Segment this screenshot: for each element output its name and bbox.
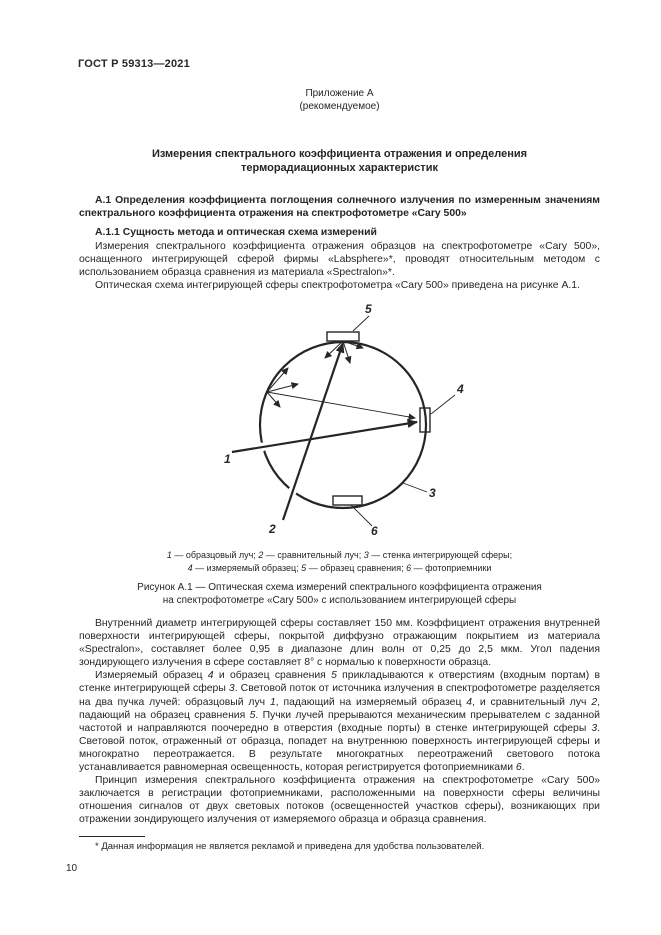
leader-line-3 [403,483,427,492]
figure-label-6: 6 [371,524,378,538]
body-text [66,617,600,875]
figure-caption-line1: Рисунок А.1 — Оптическая схема измерений спектрального коэффициента отражения [137,582,542,593]
body-paragraph-3: Принцип измерения спектрального коэффициента отражения на спектрофотометре «Cary 500» заключается в регистрации фотоприемниками, расположенными на поверхности сферы величины отношения сигналов от двух световых потоков (освещенностей участков сферы), возникающих при отражении зондирующего излучения от измеряемого образца и образца сравнения. [79,775,600,826]
appendix-title-line1: Измерения спектрального коэффициента отражения и определения [151,148,528,160]
footnote-text: * Данная информация не является рекламой и приведена для удобства пользователей. [95,840,485,852]
appendix-title-line2: терморадиационных характеристик [241,161,438,174]
appendix-label: Приложение А [305,88,374,99]
doc-code: ГОСТ Р 59313—2021 [78,58,190,70]
wall-reflection-to-sample-arrow [267,392,415,418]
leader-line-6 [351,505,372,526]
figure-legend [79,549,600,575]
figure-caption-line2: на спектрофотометре «Cary 500» с использованием интегрирующей сферы [162,595,517,606]
figure-caption [79,581,600,607]
intro-paragraphs [79,240,600,292]
appendix-note: (рекомендуемое) [299,101,380,112]
intro-paragraph-2: Оптическая схема интегрирующей сферы спектрофотометра «Cary 500» приведена на рисунке А.1. [95,280,580,292]
figure-label-4: 4 [457,382,464,396]
figure-label-2: 2 [269,522,276,536]
body-paragraph-1: Внутренний диаметр интегрирующей сферы составляет 150 мм. Коэффициент отражения внутренней поверхности интегрирующей сферы, покрытой диффузно отражающим покрытием из материала «Spectralon», составляет более 0,95 в диапазоне длин волн от 0,25 до 2,5 мкм. Угол падения зондирующего излучения в сфере составляет 8° с нормалью к поверхности образца. [79,618,600,669]
body-paragraph-2: Измеряемый образец 4 и образец сравнения 5 прикладываются к отверстиям (входным портам) в стенке интегрирующей сферы 3. Световой поток от источника излучения в спектрофотометре разделяется на два пучка лучей: образцовый луч 1, падающий на измеряемый образец 4, и сравнительный луч 2, падающий на образец сравнения 5. Пучки лучей прерываются механическим прерывателем с заданной частотой и направляются поочередно в отверстия (входные порты) в стенке интегрирующей сферы 3. Световой поток, отраженный от образца, попадет на внутреннюю поверхность интегрирующей сферы и многократно переотражается. В результате многократных переотражений светового потока устанавливается равномерная освещенность, которая регистрируется фотоприемниками 6. [79,670,600,774]
leader-line-5 [353,316,369,331]
scatter-arrow [343,341,350,363]
footnote-rule [79,836,145,837]
reference-sample-port [327,332,359,341]
figure-label-3: 3 [429,486,436,500]
scatter-arrow [267,384,298,392]
intro-paragraph-1: Измерения спектрального коэффициента отражения образцов на спектрофотометре «Cary 500», оснащенного интегрирующей сферой фирмы «Labsphere»*, проводят относительным методом с использованием образца сравнения из материала «Spectralon»*. [79,241,600,279]
figure-legend-line2: 4 — измеряемый образец; 5 — образец сравнения; 6 — фотоприемники [187,563,492,573]
appendix-block [79,87,600,113]
reference-beam-arrow [283,343,343,520]
leader-line-4 [431,395,455,414]
section-a11-heading: А.1.1 Сущность метода и оптическая схема измерений [95,227,377,238]
figure-label-1: 1 [224,452,231,466]
figure-legend-line1: 1 — образцовый луч; 2 — сравнительный луч; 3 — стенка интегрирующей сферы; [166,550,513,560]
page-number: 10 [66,863,78,874]
left-wall-scatter-arrows [267,368,298,407]
integrating-sphere-diagram [222,293,472,548]
appendix-title [79,148,600,175]
scatter-arrow [267,368,288,392]
figure-a1-diagram [222,293,472,548]
figure-label-5: 5 [365,302,372,316]
photodetector-port [333,496,362,505]
section-a1-heading: А.1 Определения коэффициента поглощения солнечного излучения по измеренным значениям спектрального коэффициента отражения на спектрофотометре «Cary 500» [79,195,600,220]
